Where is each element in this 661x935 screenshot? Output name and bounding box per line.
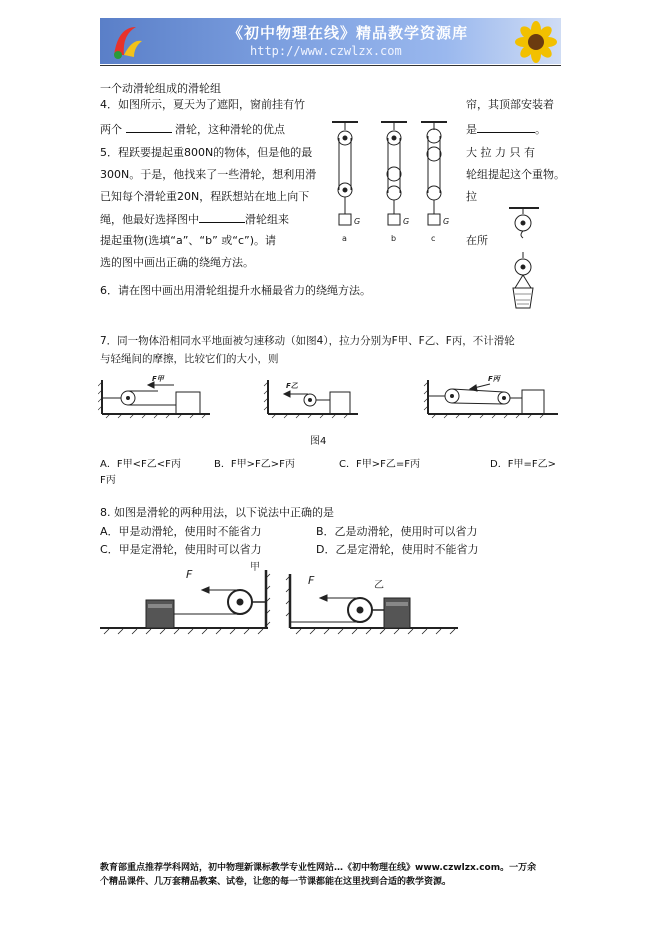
q7-line1: 7．同一物体沿相同水平地面被匀速移动（如图4），拉力分别为F甲、F乙、F丙，不计滑轮 (100, 335, 515, 347)
weight-b (388, 214, 400, 225)
fig4-block-1 (176, 392, 200, 414)
q6-text: 6．请在图中画出用滑轮组提升水桶最省力的绕绳方法。 (100, 284, 371, 297)
pulley-c-fixed-1 (427, 129, 441, 143)
water-bucket (513, 288, 533, 308)
q8-force-left: F (186, 568, 193, 581)
logo-icon (106, 21, 146, 61)
q5-line3: 已知每个滑轮重20N，程跃想站在地上向下 (100, 190, 310, 203)
q8-label-jia: 甲 (250, 562, 260, 573)
q8-label-yi: 乙 (374, 580, 384, 591)
weight-c (428, 214, 440, 225)
fig4-force-bing: F丙 (488, 375, 500, 383)
q5-line5-right: 在所 (466, 234, 488, 247)
pulley-b-moving-2 (387, 186, 401, 200)
q5-line2: 300N。于是，他找来了一些滑轮，想利用滑 (100, 168, 317, 181)
q4-blank-2[interactable] (477, 122, 535, 133)
footer-line-1: 教育部重点推荐学科网站，初中物理新课标教学专业性网站…《初中物理在线》www.czwlzx.com。一万余 (100, 863, 537, 873)
header-url[interactable]: http://www.czwlzx.com (250, 44, 402, 58)
weight-label-c: G (443, 217, 450, 226)
q7-option-c[interactable]: C．F甲>F乙=F丙 (339, 459, 420, 470)
sunflower-icon (510, 20, 560, 64)
q7-option-d[interactable]: D．F甲=F乙> (490, 459, 556, 470)
q8-stem: 8. 如图是滑轮的两种用法，以下说法中正确的是 (100, 506, 334, 519)
q8-force-right: F (308, 574, 315, 587)
q4-line1: 4．如图所示，夏天为了遮阳，窗前挂有竹 (100, 98, 305, 111)
intro-line: 一个动滑轮组成的滑轮组 (100, 82, 221, 95)
weight-label-a: G (354, 217, 361, 226)
header-banner (100, 18, 561, 64)
q5-line1-right: 大 拉 力 只 有 (466, 146, 535, 159)
q5-blank[interactable] (199, 212, 245, 223)
pulley-b-moving-1 (387, 167, 401, 181)
q8-figure (98, 560, 460, 638)
fig4-force-jia: F甲 (152, 375, 164, 383)
q5-line3-right: 拉 (466, 190, 477, 203)
q7-line2: 与轻绳间的摩擦，比较它们的大小，则 (100, 353, 279, 365)
fig-label-a: a (342, 234, 347, 243)
q4-blank-1[interactable] (126, 122, 172, 133)
q5-line6: 选的图中画出正确的绕绳方法。 (100, 256, 254, 269)
weight-a (339, 214, 351, 225)
pulley-c-fixed-2 (427, 147, 441, 161)
fig4-force-yi: F乙 (286, 382, 298, 390)
q7-option-b[interactable]: B．F甲>F乙>F丙 (214, 459, 295, 470)
fig-label-b: b (391, 234, 397, 243)
pulley-systems-figure (328, 118, 458, 246)
footer-line-2: 个精品课件、几万套精品教案、试卷，让您的每一节课都能在这里找到合适的教学资源。 (100, 877, 452, 887)
pulley-c-moving (427, 186, 441, 200)
q8-option-c[interactable]: C．甲是定滑轮，使用时可以省力 (100, 543, 262, 556)
q4-line2-right: 是 。 (466, 123, 546, 136)
q4-line2: 两个 滑轮，这种滑轮的优点 (100, 123, 285, 136)
fig-label-c: c (431, 234, 436, 243)
q8-option-d[interactable]: D．乙是定滑轮，使用时不能省力 (316, 543, 479, 556)
header-rule (100, 65, 561, 66)
q4-line1-right: 帘，其顶部安装着 (466, 98, 554, 111)
q5-line1: 5．程跃要提起重800N的物体，但是他的最 (100, 146, 313, 159)
q7-option-a[interactable]: A．F甲<F乙<F丙 (100, 459, 181, 470)
figure-4 (98, 370, 560, 442)
q8-option-a[interactable]: A．甲是动滑轮，使用时不能省力 (100, 525, 262, 538)
header-title: 《初中物理在线》精品教学资源库 (228, 24, 469, 42)
q7-option-d-cont: F丙 (100, 475, 116, 486)
q5-line4: 绳，他最好选择图中 滑轮组来 (100, 213, 289, 226)
q8-option-b[interactable]: B．乙是动滑轮，使用时可以省力 (316, 525, 478, 538)
fig4-block-2 (330, 392, 350, 414)
fig4-block-3 (522, 390, 544, 414)
q5-line2-right: 轮组提起这个重物。 (466, 168, 565, 181)
figure-4-caption: 图4 (310, 436, 327, 447)
weight-label-b: G (403, 217, 410, 226)
q5-line5: 提起重物(选填“a”、“b” 或“c”)。请 (100, 234, 277, 247)
bucket-pulley-figure (505, 204, 545, 314)
